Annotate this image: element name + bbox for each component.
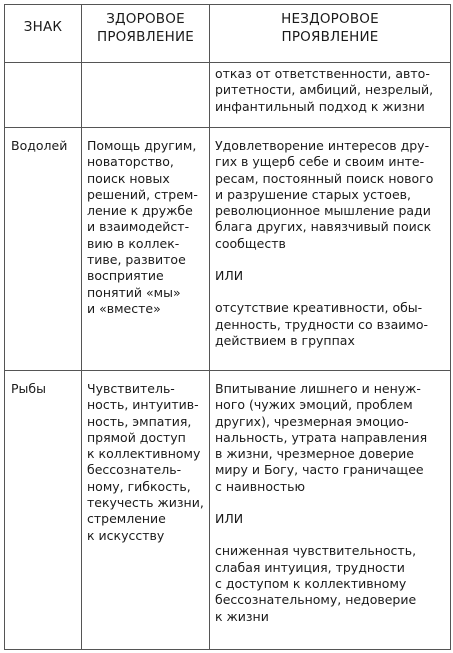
text-line: тиве, развитое: [87, 252, 186, 268]
text-line: блага других, навязчивый поиск: [215, 219, 432, 235]
text-line: сообществ: [215, 235, 286, 251]
text-line: Удовлетворение интересов дру-: [215, 138, 430, 153]
text-line: Помощь другим,: [87, 138, 197, 153]
text-line: отсутствие креативности, обы-: [215, 300, 423, 316]
text-line: сниженная чувствительность,: [215, 543, 417, 559]
zodiac-table: [4, 4, 451, 650]
text-line: денность, трудности со взаимо-: [215, 316, 429, 332]
text-line: прямой доступ: [87, 429, 186, 445]
table-row: [5, 63, 451, 128]
text-line: к коллективному: [87, 446, 201, 462]
text-line: решений, стрем-: [87, 186, 198, 202]
row-healthy-cell: [82, 63, 210, 128]
spacer: [215, 527, 444, 543]
text-line: стремление: [87, 511, 166, 527]
text-line: ного (чужих эмоций, проблем: [215, 397, 413, 413]
text-line: к жизни: [215, 608, 269, 624]
text-line: и взаимодейст-: [87, 219, 190, 235]
table-row: [5, 128, 451, 371]
text-line: ному, гибкость,: [87, 478, 191, 494]
text-line: вию в коллек-: [87, 235, 180, 251]
text-line: ность, интуитив-: [87, 397, 199, 413]
text-line: в жизни, чрезмерное доверие: [215, 446, 414, 462]
row-healthy-cell: [82, 371, 210, 650]
header-unhealthy-line-2: ПРОЯВЛЕНИЕ: [281, 28, 379, 45]
row-sign-cell: [5, 63, 82, 128]
sign-name: Водолей: [11, 138, 68, 153]
text-line: гих в ущерб себе и своим инте-: [215, 154, 425, 170]
text-line: ресам, постоянный поиск нового: [215, 170, 434, 186]
spacer: [215, 284, 444, 300]
text-line: поиск новых: [87, 170, 170, 186]
text-line: нальность, утрата направления: [215, 429, 428, 445]
text-line: ритетности, амбиций, незрелый,: [215, 82, 434, 98]
row-sign-cell: [5, 128, 82, 371]
row-unhealthy-cell: [210, 128, 451, 371]
text-line: новаторство,: [87, 154, 174, 170]
table-row: [5, 371, 451, 650]
text-line: ление к дружбе: [87, 203, 193, 219]
sign-name: Рыбы: [11, 381, 46, 396]
text-line: миру и Богу, часто граничащее: [215, 462, 424, 478]
or-label: ИЛИ: [215, 268, 244, 284]
text-line: других), чрезмерная эмоцио-: [215, 413, 409, 429]
text-line: ность, эмпатия,: [87, 413, 192, 429]
text-line: бессознатель-: [87, 462, 182, 478]
header-unhealthy-line-1: НЕЗДОРОВОЕ: [281, 11, 379, 27]
row-unhealthy-cell: [210, 371, 451, 650]
header-row: [5, 5, 451, 63]
text-line: Впитывание лишнего и ненуж-: [215, 381, 421, 396]
header-sign-label: ЗНАК: [23, 19, 63, 35]
text-line: Чувствитель-: [87, 381, 175, 396]
text-line: с доступом к коллективному: [215, 575, 407, 591]
text-line: к искусству: [87, 527, 165, 543]
row-sign-cell: [5, 371, 82, 650]
text-line: восприятие: [87, 268, 164, 284]
text-line: понятий «мы»: [87, 284, 181, 300]
header-healthy-line-1: ЗДОРОВОЕ: [106, 11, 185, 27]
text-line: бессознательному, недоверие: [215, 592, 417, 608]
row-healthy-cell: [82, 128, 210, 371]
text-line: революционное мышление ради: [215, 203, 431, 219]
spacer: [215, 495, 444, 511]
header-unhealthy: [210, 5, 451, 63]
header-sign: [5, 5, 82, 63]
text-line: и «вместе»: [87, 300, 161, 316]
text-line: отказ от ответственности, авто-: [215, 66, 430, 81]
text-line: инфантильный подход к жизни: [215, 98, 425, 114]
text-line: с наивностью: [215, 478, 306, 494]
text-line: слабая интуиция, трудности: [215, 559, 405, 575]
text-line: текучесть жизни,: [87, 495, 204, 511]
row-unhealthy-cell: [210, 63, 451, 128]
spacer: [215, 252, 444, 268]
header-healthy-line-2: ПРОЯВЛЕНИЕ: [96, 28, 195, 45]
or-label: ИЛИ: [215, 511, 244, 527]
text-line: и разрушение старых устоев,: [215, 186, 411, 202]
text-line: действием в группах: [215, 332, 355, 348]
header-healthy: [82, 5, 210, 63]
